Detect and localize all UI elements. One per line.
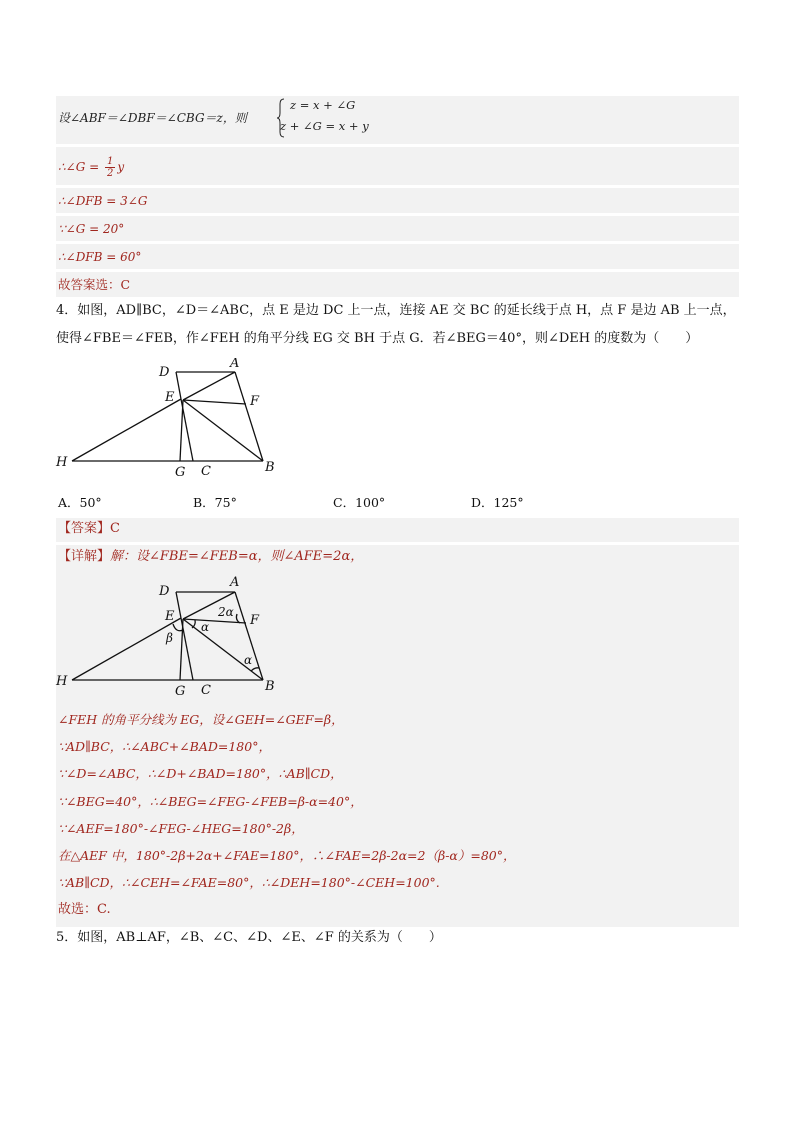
prev-solution-line4: ∵∠G = 20°	[58, 222, 125, 236]
final-label: 故选：	[58, 902, 98, 917]
prev-solution-line1: 设∠ABF＝∠DBF＝∠CBG＝z，则	[58, 111, 247, 125]
segment-eb	[183, 400, 263, 461]
label-g: G	[175, 465, 186, 480]
segment-dh	[176, 372, 181, 399]
detail-intro: 解：设∠FBE=∠FEB=α，则∠AFE=2α，	[110, 549, 364, 564]
label2-a: A	[230, 575, 240, 590]
seg2-eg	[180, 619, 183, 680]
solution4-step-1: ∠FEH 的角平分线为 EG，设∠GEH=∠GEF=β，	[58, 712, 344, 727]
segment-ef	[183, 400, 246, 404]
label-d: D	[159, 365, 170, 380]
final-value: C.	[97, 902, 111, 917]
question4-figure	[52, 358, 292, 483]
label2-h: H	[56, 674, 68, 689]
option-a[interactable]: A．50°	[58, 495, 102, 510]
solution4-answer	[58, 521, 120, 537]
prev-solution-line3: ∴∠DFB = 3∠G	[58, 194, 148, 208]
solution4-final	[58, 902, 111, 918]
prev-solution-line2	[58, 156, 124, 179]
arc-alpha-b	[251, 668, 259, 671]
question4-line2: 使得∠FBE＝∠FEB，作∠FEH 的角平分线 EG 交 BH 于点 G．若∠BEG＝40°，则∠DEH 的度数为（ ）	[56, 331, 699, 346]
prev-solution-band-2	[56, 147, 739, 185]
label2-beta: β	[166, 631, 173, 645]
prev-solution-band-5	[56, 244, 739, 269]
label2-alpha-e: α	[201, 620, 210, 634]
question5-line1: 5．如图，AB⊥AF，∠B、∠C、∠D、∠E、∠F 的关系为（ ）	[56, 930, 442, 945]
arc-two-alpha	[236, 614, 240, 623]
label-h: H	[56, 455, 68, 470]
label-e: E	[165, 390, 175, 405]
segment-eg	[180, 400, 183, 461]
fraction-half	[105, 156, 115, 179]
detail-tag: 【详解】	[58, 549, 111, 564]
label2-two-alpha: 2α	[218, 605, 234, 619]
label2-c: C	[201, 683, 211, 698]
solution4-step-5: ∵∠AEF=180°-∠FEG-∠HEG=180°-2β，	[58, 821, 304, 836]
question4-line1: 4．如图，AD∥BC，∠D＝∠ABC，点 E 是边 DC 上一点，连接 AE 交 BC 的延长线于点 H，点 F 是边 AB 上一点，	[56, 303, 736, 318]
solution4-step-3: ∵∠D=∠ABC，∴∠D+∠BAD=180°，∴AB∥CD，	[58, 766, 343, 781]
solution4-step-6: 在△AEF 中，180°-2β+2α+∠FAE=180°，∴∠FAE=2β-2α=2（β-α）=80°，	[58, 848, 516, 863]
solution4-step-2: ∵AD∥BC，∴∠ABC+∠BAD=180°，	[58, 739, 271, 754]
arc-beta	[173, 624, 183, 631]
label2-e: E	[165, 609, 175, 624]
equation-system	[276, 98, 386, 138]
option-b[interactable]: B．75°	[193, 495, 237, 510]
prev-solution-band-6	[56, 272, 739, 297]
solution4-detail	[58, 549, 363, 565]
label-f: F	[250, 394, 260, 409]
segment-ab	[235, 372, 263, 461]
fraction-numerator: 1	[106, 156, 114, 167]
label2-g: G	[175, 684, 186, 699]
solution4-step-4: ∵∠BEG=40°，∴∠BEG=∠FEG-∠FEB=β-α=40°，	[58, 794, 363, 809]
solution4-step-7: ∵AB∥CD，∴∠CEH=∠FAE=80°，∴∠DEH=180°-∠CEH=100°.	[58, 875, 440, 890]
prev-solution-band-4	[56, 216, 739, 241]
fraction-denominator: 2	[106, 168, 114, 179]
solution4-figure	[52, 572, 292, 700]
label2-f: F	[250, 613, 260, 628]
line2-prefix: ∴∠G =	[58, 160, 100, 174]
label2-d: D	[159, 584, 170, 599]
arc-alpha-e	[192, 620, 195, 628]
segment-eh	[72, 399, 181, 461]
prev-solution-band-3	[56, 188, 739, 213]
prev-solution-answer	[58, 277, 130, 293]
solution4-band-answer	[56, 518, 739, 542]
answer-label: 故答案选：	[58, 277, 121, 292]
answer-value: C	[120, 277, 131, 292]
label-c: C	[201, 464, 211, 479]
label-b: B	[265, 460, 275, 475]
option-c[interactable]: C．100°	[333, 495, 386, 510]
answer-tag-value: C	[110, 521, 120, 536]
label2-b: B	[265, 679, 275, 694]
system-row-1: z = x + ∠G	[290, 98, 356, 112]
prev-solution-line5: ∴∠DFB = 60°	[58, 250, 142, 264]
seg2-eh	[72, 618, 181, 680]
seg2-dh	[176, 592, 181, 618]
option-d[interactable]: D．125°	[471, 495, 524, 510]
answer-tag: 【答案】	[58, 521, 111, 536]
system-row-2: z + ∠G = x + y	[280, 119, 369, 133]
segment-ea	[183, 372, 235, 400]
label2-alpha-b: α	[244, 653, 253, 667]
label-a: A	[230, 358, 240, 371]
line2-suffix: y	[117, 160, 125, 174]
